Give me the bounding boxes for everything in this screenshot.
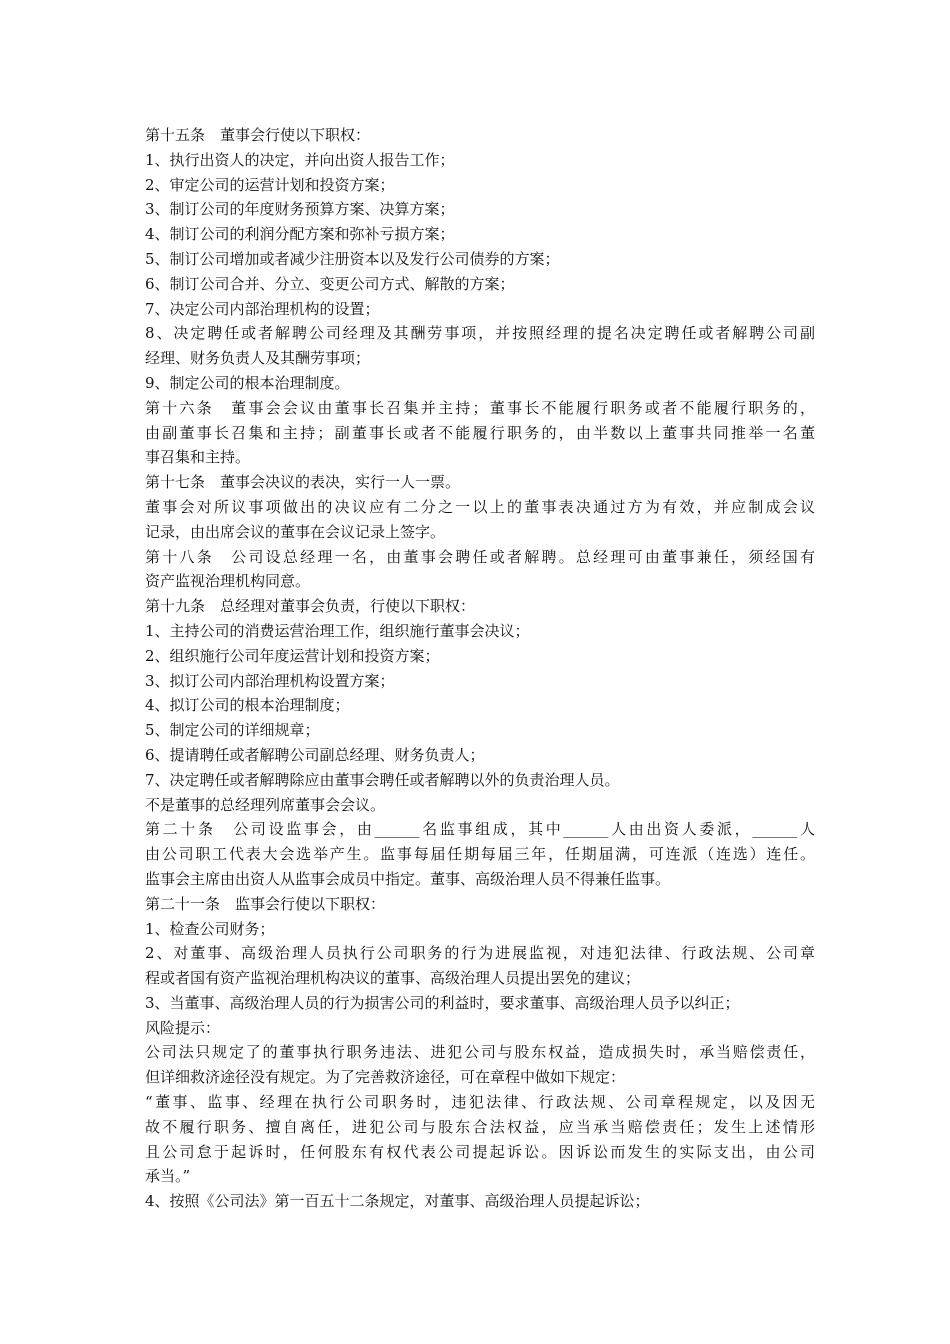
text-line: 3、制订公司的年度财务预算方案、决算方案； xyxy=(145,200,455,219)
text-line: 第十八条 公司设总经理一名，由董事会聘任或者解聘。总经理可由董事兼任，须经国有 xyxy=(145,547,815,566)
text-line: 3、拟订公司内部治理机构设置方案； xyxy=(145,671,395,690)
text-line: 2、审定公司的运营计划和投资方案； xyxy=(145,175,395,194)
text-line: 事召集和主持。 xyxy=(145,448,251,467)
text-line: 公司法只规定了的董事执行职务违法、进犯公司与股东权益，造成损失时，承当赔偿责任， xyxy=(145,1043,815,1062)
text-line: 第十七条 董事会决议的表决，实行一人一票。 xyxy=(145,473,461,492)
text-line: 第十九条 总经理对董事会负责，行使以下职权： xyxy=(145,597,476,616)
text-line: 董事会对所议事项做出的决议应有二分之一以上的董事表决通过方为有效，并应制成会议 xyxy=(145,497,815,516)
text-line: 1、主持公司的消费运营治理工作，组织施行董事会决议； xyxy=(145,621,530,640)
text-line: 承当。” xyxy=(145,1167,191,1186)
text-line: 第十五条 董事会行使以下职权： xyxy=(145,126,371,144)
text-line: 但详细救济途径没有规定。为了完善救济途径，可在章程中做如下规定： xyxy=(145,1068,626,1087)
text-line: 2、组织施行公司年度运营计划和投资方案； xyxy=(145,646,440,665)
text-line: 且公司怠于起诉时，任何股东有权代表公司提起诉讼。因诉讼而发生的实际支出，由公司 xyxy=(145,1142,815,1161)
text-line: 记录，由出席会议的董事在会议记录上签字。 xyxy=(145,522,446,541)
text-line: 1、执行出资人的决定，并向出资人报告工作； xyxy=(145,150,455,169)
text-line: 由公司职工代表大会选举产生。监事每届任期每届三年，任期届满，可连派（连选）连任。 xyxy=(145,845,815,864)
text-line: 风险提示： xyxy=(145,1018,221,1037)
text-line: 第二十一条 监事会行使以下职权： xyxy=(145,894,386,913)
text-line: 7、决定聘任或者解聘除应由董事会聘任或者解聘以外的负责治理人员。 xyxy=(145,770,620,789)
text-line: “董事、监事、经理在执行公司职务时，违犯法律、行政法规、公司章程规定，以及因无 xyxy=(145,1093,815,1112)
text-line: 第十六条 董事会会议由董事长召集并主持；董事长不能履行职务或者不能履行职务的， xyxy=(145,398,815,417)
document-body xyxy=(145,123,815,1214)
text-line: 经理、财务负责人及其酬劳事项； xyxy=(145,349,371,368)
text-line: 资产监视治理机构同意。 xyxy=(145,572,311,591)
text-line: 9、制定公司的根本治理制度。 xyxy=(145,373,350,392)
text-line: 8、决定聘任或者解聘公司经理及其酬劳事项，并按照经理的提名决定聘任或者解聘公司副 xyxy=(145,324,815,343)
text-line: 5、制订公司增加或者减少注册资本以及发行公司债券的方案； xyxy=(145,249,560,268)
text-line: 不是董事的总经理列席董事会会议。 xyxy=(145,795,386,814)
text-line: 4、拟订公司的根本治理制度； xyxy=(145,696,350,715)
text-line: 6、提请聘任或者解聘公司副总经理、财务负责人； xyxy=(145,745,485,764)
text-line: 监事会主席由出资人从监事会成员中指定。董事、高级治理人员不得兼任监事。 xyxy=(145,869,671,888)
text-line: 故不履行职务、擅自离任，进犯公司与股东合法权益，应当承当赔偿责任；发生上述情形 xyxy=(145,1117,815,1136)
text-line: 6、制订公司合并、分立、变更公司方式、解散的方案； xyxy=(145,274,515,293)
text-line: 4、按照《公司法》第一百五十二条规定，对董事、高级治理人员提起诉讼； xyxy=(145,1192,650,1211)
text-line: 3、当董事、高级治理人员的行为损害公司的利益时，要求董事、高级治理人员予以纠正； xyxy=(145,993,740,1012)
text-line: 第二十条 公司设监事会，由______名监事组成，其中______人由出资人委派，______人 xyxy=(145,820,815,839)
text-line: 2、对董事、高级治理人员执行公司职务的行为进展监视，对违犯法律、行政法规、公司章 xyxy=(145,944,815,963)
text-line: 1、检查公司财务； xyxy=(145,919,275,938)
text-line: 由副董事长召集和主持；副董事长或者不能履行职务的，由半数以上董事共同推举一名董 xyxy=(145,423,815,442)
text-line: 程或者国有资产监视治理机构决议的董事、高级治理人员提出罢免的建议； xyxy=(145,969,641,988)
text-line: 5、制定公司的详细规章； xyxy=(145,721,320,740)
text-line: 4、制订公司的利润分配方案和弥补亏损方案； xyxy=(145,225,455,244)
text-line: 7、决定公司内部治理机构的设置； xyxy=(145,299,380,318)
